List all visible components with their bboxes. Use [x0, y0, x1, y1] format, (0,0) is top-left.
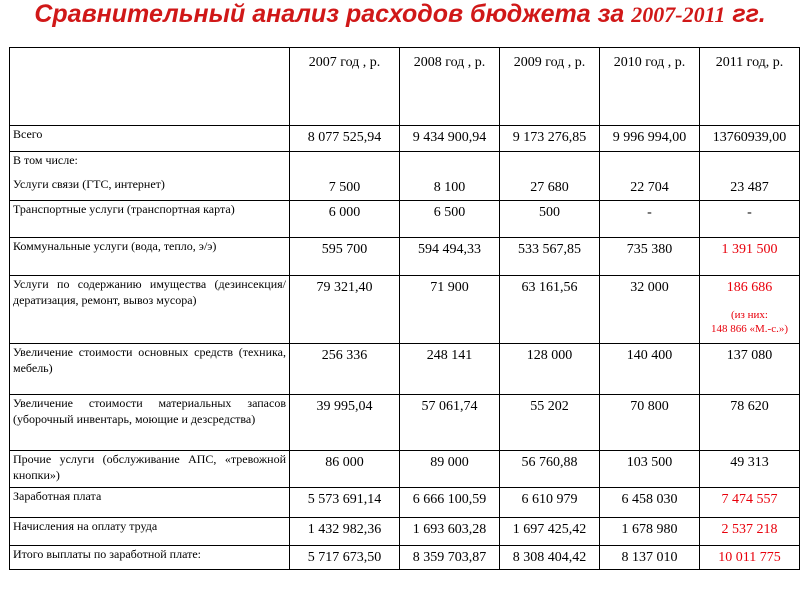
- cell-2011: 2 537 218: [700, 518, 800, 545]
- row-label: Услуги связи (ГТС, интернет): [13, 176, 165, 191]
- row-label: Всего: [10, 126, 290, 151]
- cell-2010: 6 458 030: [600, 487, 700, 518]
- cell-2011-with-note: [700, 275, 800, 343]
- table-row: [10, 344, 800, 395]
- cell-2007: 79 321,40: [290, 275, 400, 343]
- cell-2010: 140 400: [600, 344, 700, 395]
- title-text: Сравнительный анализ расходов бюджета за: [34, 0, 625, 28]
- row-label-section: В том числе:: [13, 152, 78, 167]
- header-2010: 2010 год , р.: [600, 48, 700, 126]
- cell-2010: 735 380: [600, 238, 700, 276]
- cell-2011: 10 011 775: [700, 545, 800, 570]
- cell-2007: 595 700: [290, 238, 400, 276]
- cell-2009: 56 760,88: [500, 450, 600, 487]
- cell-2009: 63 161,56: [500, 275, 600, 343]
- header-2007: 2007 год , р.: [290, 48, 400, 126]
- cell-2011: 186 686: [726, 279, 773, 295]
- header-2011: 2011 год, р.: [700, 48, 800, 126]
- cell-2007: 256 336: [290, 344, 400, 395]
- cell-2011: 49 313: [700, 450, 800, 487]
- table-row: [10, 126, 800, 151]
- cell-2009: 8 308 404,42: [500, 545, 600, 570]
- row-label: Коммунальные услуги (вода, тепло, э/э): [10, 238, 290, 276]
- cell-note: (из них: 148 866 «М.-с.»): [711, 308, 788, 335]
- cell-2011: 1 391 500: [700, 238, 800, 276]
- table-row: [10, 487, 800, 518]
- cell-2007: 1 432 982,36: [290, 518, 400, 545]
- cell-2007: 39 995,04: [290, 394, 400, 450]
- cell-2009: 1 697 425,42: [500, 518, 600, 545]
- cell-2007: 7 500: [290, 151, 400, 200]
- row-label: Прочие услуги (обслуживание АПС, «тревожной кнопки»): [10, 450, 290, 487]
- cell-2008: 6 500: [400, 200, 500, 238]
- cell-2008: 71 900: [400, 275, 500, 343]
- cell-2007: 5 573 691,14: [290, 487, 400, 518]
- cell-2011: 78 620: [700, 394, 800, 450]
- table-row: [10, 518, 800, 545]
- header-corner: [10, 48, 290, 126]
- cell-2008: 89 000: [400, 450, 500, 487]
- cell-2010: 103 500: [600, 450, 700, 487]
- cell-2009: 6 610 979: [500, 487, 600, 518]
- cell-2008: 8 359 703,87: [400, 545, 500, 570]
- cell-2007: 8 077 525,94: [290, 126, 400, 151]
- cell-2010: 70 800: [600, 394, 700, 450]
- table-row: [10, 238, 800, 276]
- row-label: Заработная плата: [10, 487, 290, 518]
- cell-2011: 23 487: [700, 151, 800, 200]
- cell-2008: 594 494,33: [400, 238, 500, 276]
- cell-2008: 248 141: [400, 344, 500, 395]
- cell-2011: 137 080: [700, 344, 800, 395]
- cell-2007: 86 000: [290, 450, 400, 487]
- row-label: Транспортные услуги (транспортная карта): [10, 200, 290, 238]
- table-row: [10, 450, 800, 487]
- title-year: 2007-2011: [631, 2, 726, 27]
- cell-2010: 1 678 980: [600, 518, 700, 545]
- table-row: [10, 275, 800, 343]
- row-label: Начисления на оплату труда: [10, 518, 290, 545]
- cell-2010: -: [600, 200, 700, 238]
- cell-2009: 27 680: [500, 151, 600, 200]
- cell-2008: 8 100: [400, 151, 500, 200]
- cell-2007: 6 000: [290, 200, 400, 238]
- cell-2008: 6 666 100,59: [400, 487, 500, 518]
- cell-2010: 8 137 010: [600, 545, 700, 570]
- cell-2010: 32 000: [600, 275, 700, 343]
- cell-2010: 9 996 994,00: [600, 126, 700, 151]
- cell-2009: 128 000: [500, 344, 600, 395]
- cell-2008: 9 434 900,94: [400, 126, 500, 151]
- row-label-cell: [10, 151, 290, 200]
- cell-2009: 500: [500, 200, 600, 238]
- page-title: [0, 0, 800, 45]
- cell-2008: 57 061,74: [400, 394, 500, 450]
- header-2008: 2008 год , р.: [400, 48, 500, 126]
- cell-2009: 55 202: [500, 394, 600, 450]
- header-row: [10, 48, 800, 126]
- table-row: [10, 151, 800, 200]
- cell-2007: 5 717 673,50: [290, 545, 400, 570]
- cell-2008: 1 693 603,28: [400, 518, 500, 545]
- row-label: Увеличение стоимости основных средств (техника, мебель): [10, 344, 290, 395]
- cell-2011: 7 474 557: [700, 487, 800, 518]
- table-row: [10, 545, 800, 570]
- row-label: Итого выплаты по заработной плате:: [10, 545, 290, 570]
- table-row: [10, 200, 800, 238]
- cell-2009: 533 567,85: [500, 238, 600, 276]
- title-suffix: гг.: [732, 0, 766, 28]
- budget-table-container: [9, 47, 799, 570]
- row-label: Увеличение стоимости материальных запасов (уборочный инвентарь, моющие и дезсредства): [10, 394, 290, 450]
- row-label: Услуги по содержанию имущества (дезинсекция/дератизация, ремонт, вывоз мусора): [10, 275, 290, 343]
- cell-2011: 13760939,00: [700, 126, 800, 151]
- table-row: [10, 394, 800, 450]
- cell-2009: 9 173 276,85: [500, 126, 600, 151]
- cell-2011: -: [700, 200, 800, 238]
- header-2009: 2009 год , р.: [500, 48, 600, 126]
- budget-table: [9, 47, 800, 570]
- cell-2010: 22 704: [600, 151, 700, 200]
